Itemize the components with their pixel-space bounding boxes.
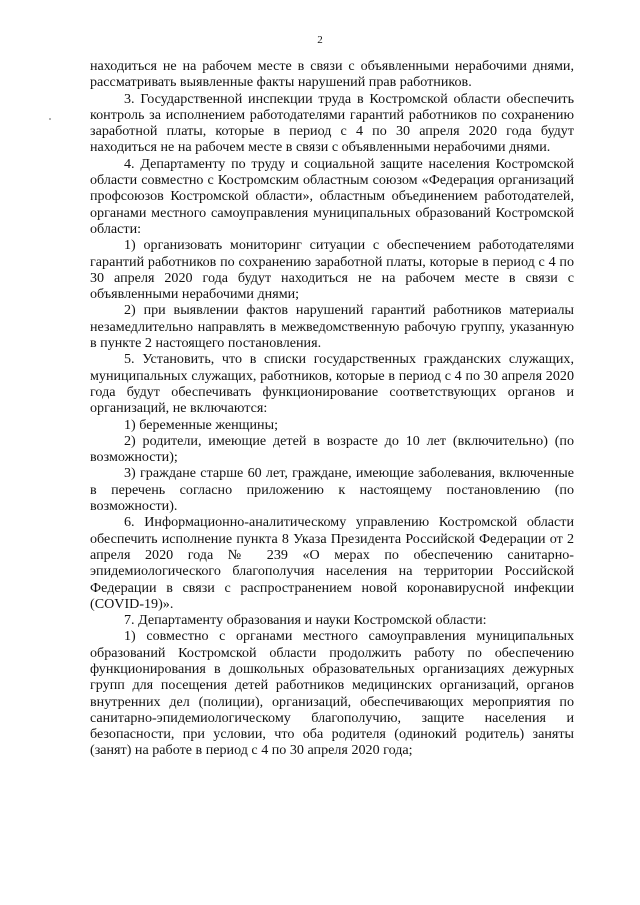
paragraph-continuation: находиться не на рабочем месте в связи с объявленными нерабочими днями, рассматривать выявленные факты нарушений прав работников. bbox=[90, 58, 574, 91]
paragraph-item-4: 4. Департаменту по труду и социальной защите населения Костромской области совместно с Костромским областным союзом «Федерация организаций профсоюзов Костромской области», областным объединением работодателей, органами местного самоуправления муниципальных образований Костромской области: bbox=[90, 155, 574, 237]
document-body bbox=[90, 58, 574, 759]
scan-speck bbox=[49, 118, 51, 120]
paragraph-item-5: 5. Установить, что в списки государственных гражданских служащих, муниципальных служащих, работников, которые в период с 4 по 30 апреля 2020 года будут обеспечивать функционирование соответствующих органов и организаций, не включаются: bbox=[90, 351, 574, 417]
paragraph-item-4-2: 2) при выявлении фактов нарушений гарантий работников материалы незамедлительно направлять в межведомственную рабочую группу, указанную в пункте 2 настоящего постановления. bbox=[90, 302, 574, 352]
paragraph-item-6: 6. Информационно-аналитическому управлению Костромской области обеспечить исполнение пункта 8 Указа Президента Российской Федерации от 2 апреля 2020 года № 239 «О мерах по обеспечению санитарно-эпидемиологического благополучия населения на территории Российской Федерации в связи с распространением новой коронавирусной инфекции (COVID-19)». bbox=[90, 514, 574, 612]
paragraph-item-5-2: 2) родители, имеющие детей в возрасте до 10 лет (включительно) (по возможности); bbox=[90, 432, 574, 466]
paragraph-item-4-1: 1) организовать мониторинг ситуации с обеспечением работодателями гарантий работников по сохранению заработной платы, которые в период с 4 по 30 апреля 2020 года будут находиться не на рабочем месте в связи с объявленными нерабочими днями; bbox=[90, 237, 574, 303]
paragraph-item-5-3: 3) граждане старше 60 лет, граждане, имеющие заболевания, включенные в перечень согласно приложению к настоящему постановлению (по возможности). bbox=[90, 465, 574, 515]
paragraph-item-7-1: 1) совместно с органами местного самоуправления муниципальных образований Костромской области продолжить работу по обеспечению функционирования в дошкольных образовательных организациях дежурных групп для посещения детей работников медицинских организаций, органов внутренних дел (полиции), организаций, обеспечивающих мероприятия по санитарно-эпидемиологическому благополучию, защите населения и безопасности, при условии, что оба родителя (одинокий родитель) заняты (занят) на работе в период с 4 по 30 апреля 2020 года; bbox=[90, 628, 574, 759]
paragraph-item-3: 3. Государственной инспекции труда в Костромской области обеспечить контроль за исполнением работодателями гарантий работников по сохранению заработной платы, которые в период с 4 по 30 апреля 2020 года будут находиться не на рабочем месте в связи с объявленными нерабочими днями. bbox=[90, 90, 574, 156]
paragraph-item-7: 7. Департаменту образования и науки Костромской области: bbox=[124, 612, 487, 629]
paragraph-item-5-1: 1) беременные женщины; bbox=[124, 416, 278, 433]
page-number: 2 bbox=[317, 34, 323, 46]
